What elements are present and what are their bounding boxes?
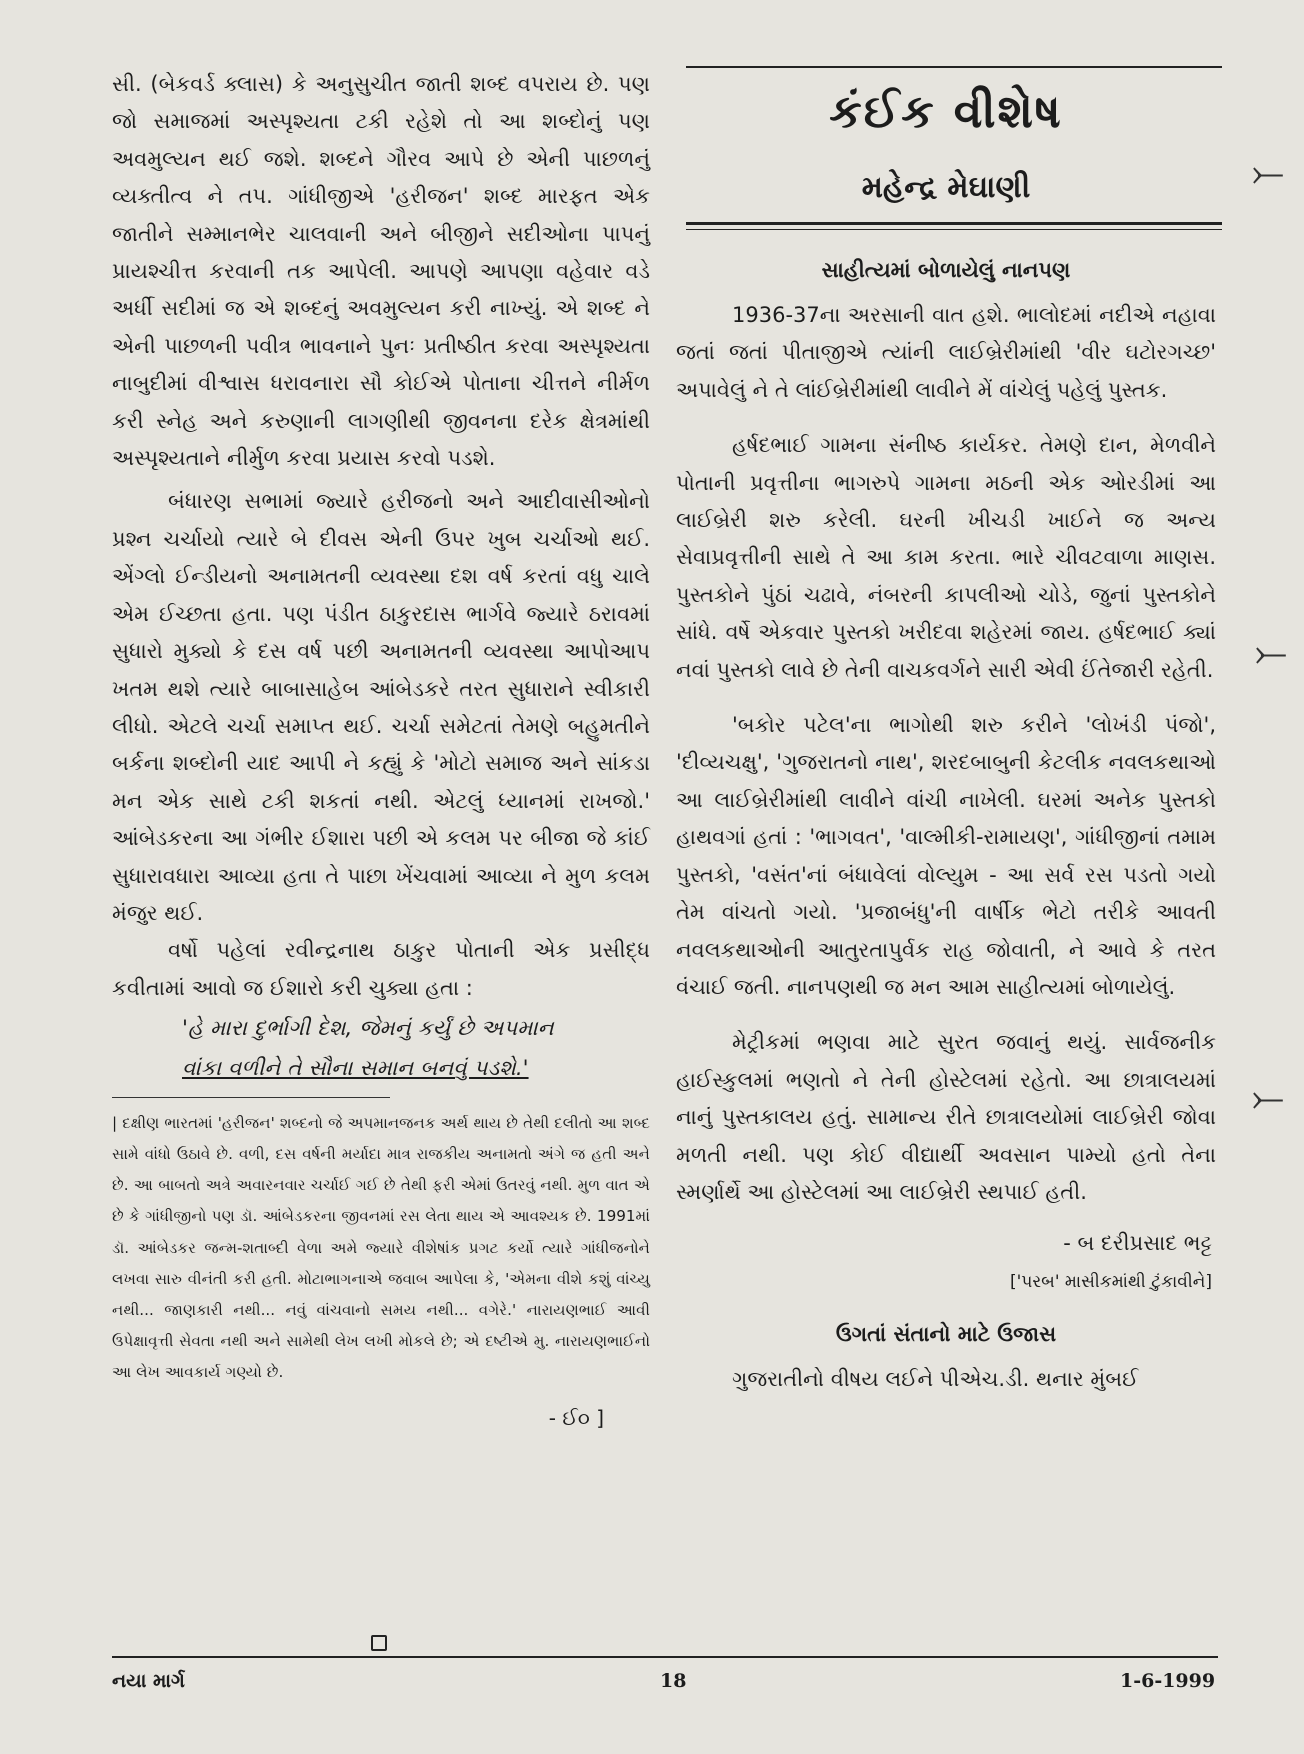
right-paragraph-4: મેટ્રીકમાં ભણવા માટે સુરત જવાનું થયું. સાર્વજનીક હાઈસ્કુલમાં ભણતો ને તેની હોસ્ટેલમાં રહેતો. આ છાત્રાલયમાં નાનું પુસ્તકાલય હતું. સામાન્ય રીતે છાત્રાલયોમાં લાઈબ્રેરી જોવા મળતી નથી. પણ કોઈ વીદ્યાર્થી અવસાન પામ્યો હતો તેના સ્મર્ણાર્થે આ હોસ્ટેલમાં આ લાઈબ્રેરી સ્થપાઈ હતી.: [676, 1030, 1216, 1204]
section-heading-2: ઉગતાં સંતાનો માટે ઉજાસ: [835, 1322, 1057, 1347]
footnote-divider: [112, 1097, 390, 1098]
end-mark-box-icon: [371, 1635, 387, 1651]
footnote: | દક્ષીણ ભારતમાં 'હરીજન' શબ્દનો જે અપમાનજનક અર્થ થાય છે તેથી દલીતો આ શબ્દ સામે વાંધો ઉઠાવે છે. વળી, દસ વર્ષની મર્યાદા માત્ર રાજકીય અનામતો અંગે જ હતી અને છે. આ બાબતો અત્રે અવારનવાર ચર્ચાઈ ગઈ છે તેથી ફરી એમાં ઉતરવું નથી. મુળ વાત એ છે કે ગાંધીજીનો પણ ડૉ. આંબેડકરના જીવનમાં રસ લેતા થાય એ આવશ્યક છે. 1991માં ડૉ. આંબેડકર જન્મ-શતાબ્દી વેળા અમે જ્યારે વીશેષાંક પ્રગટ કર્યો ત્યારે ગાંધીજનોને લખવા સારુ વીનંતી કરી હતી. મોટાભાગનાએ જવાબ આપેલા કે, 'એમના વીશે કશું વાંચ્યુ નથી... જાણકારી નથી... નવું વાંચવાનો સમય નથી... વગેરે.' નારાયણભાઈ આવી ઉપેક્ષાવૃત્તી સેવતા નથી અને સામેથી લેખ લખી મોકલે છે; એ દષ્ટીએ મુ. નારાયણભાઈનો આ લેખ આવકાર્ય ગણ્યો છે.: [112, 1114, 650, 1381]
binding-mark-icon: ⤚: [1252, 150, 1284, 196]
left-paragraph-1: સી. (બેકવર્ડ ક્લાસ) કે અનુસુચીત જાતી શબ્દ વપરાય છે. પણ જો સમાજમાં અસ્પૃશ્યતા ટકી રહેશે તો આ શબ્દોનું પણ અવમુલ્યન થઈ જશે. શબ્દને ગૌરવ આપે છે એની પાછળનું વ્યક્તીત્વ ને તપ. ગાંધીજીએ 'હરીજન' શબ્દ મારફત એક જાતીને સમ્માનભેર ચાલવાની અને બીજીને સદીઓના પાપનું પ્રાયશ્ચીત્ત કરવાની તક આપેલી. આપણે આપણા વહેવાર વડે અર્ધી સદીમાં જ એ શબ્દનું અવમુલ્યન કરી નાખ્યું. એ શબ્દ ને એની પાછળની પવીત્ર ભાવનાને પુનઃ પ્રતીષ્ઠીત કરવા અસ્પૃશ્યતા નાબુદીમાં વીશ્વાસ ધરાવનારા સૌ કોઈએ પોતાના ચીત્તને નીર્મળ કરી સ્નેહ અને કરુણાની લાગણીથી જીવનના દરેક ક્ષેત્રમાંથી અસ્પૃશ્યતાને નીર્મુળ કરવા પ્રયાસ કરવો પડશે.: [112, 72, 650, 471]
column-author: મહેન્દ્ર મેઘાણી: [861, 170, 1031, 205]
footer-magazine-name: નયા માર્ગ: [112, 1670, 185, 1692]
section-heading: સાહીત્યમાં બોળાયેલું નાનપણ: [821, 258, 1071, 282]
footnote-signature: - ઈ૦ ]: [548, 1406, 604, 1430]
right-paragraph-1: 1936-37ના અરસાની વાત હશે. ભાલોદમાં નદીએ નહાવા જતાં જતાં પીતાજીએ ત્યાંની લાઈબ્રેરીમાંથી 'વીર ઘટોરગચ્છ' અપાવેલું ને તે લાંઈબ્રેરીમાંથી લાવીને મેં વાંચેલું પહેલું પુસ્તક.: [676, 303, 1216, 402]
article-source: ['પરબ' માસીકમાંથી ટુંકાવીને]: [1010, 1272, 1212, 1293]
right-column: [676, 66, 1216, 1399]
footer-page-number: 18: [660, 1670, 687, 1692]
left-paragraph-3: વર્ષો પહેલાં રવીન્દ્રનાથ ઠાકુર પોતાની એક પ્રસીદ્ધ કવીતામાં આવો જ ઈશારો કરી ચુક્યા હતા :: [112, 938, 650, 1000]
left-paragraph-2: બંધારણ સભામાં જ્યારે હરીજનો અને આદીવાસીઓનો પ્રશ્ન ચર્ચાયો ત્યારે બે દીવસ એની ઉપર ખુબ ચર્ચાઓ થઈ. એંગ્લો ઈન્ડીયનો અનામતની વ્યવસ્થા દશ વર્ષ કરતાં વધુ ચાલે એમ ઈચ્છતા હતા. પણ પંડીત ઠાકુરદાસ ભાર્ગવે જ્યારે ઠરાવમાં સુધારો મુક્યો કે દસ વર્ષ પછી અનામતની વ્યવસ્થા આપોઆપ ખતમ થશે ત્યારે બાબાસાહેબ આંબેડકરે તરત સુધારાને સ્વીકારી લીધો. એટલે ચર્ચા સમાપ્ત થઈ. ચર્ચા સમેટતાં તેમણે બહુમતીને બર્કના શબ્દોની યાદ આપી ને કહ્યું કે 'મોટો સમાજ અને સાંકડા મન એક સાથે ટકી શકતાં નથી. એટલું ધ્યાનમાં રાખજો.' આંબેડકરના આ ગંભીર ઈશારા પછી એ કલમ પર બીજા જે કાંઈ સુધારાવધારા આવ્યા હતા તે પાછા ખેંચવામાં આવ્યા ને મુળ કલમ મંજુર થઈ.: [112, 489, 650, 925]
left-column: [112, 66, 650, 1430]
masthead-double-rule: [686, 222, 1222, 230]
masthead-top-rule: [686, 66, 1222, 68]
binding-mark-icon: ⤚: [1252, 1075, 1284, 1121]
binding-mark-icon: ⤚: [1255, 630, 1287, 676]
column-title: કંઈક વીશેષ: [829, 84, 1063, 138]
poem-line-2: વાંકા વળીને તે સૌના સમાન બનવું પડશે.': [182, 1056, 529, 1082]
right-paragraph-3: 'બકોર પટેલ'ના ભાગોથી શરુ કરીને 'લોખંડી પંજો', 'દીવ્યચક્ષુ', 'ગુજરાતનો નાથ', શરદબાબુની કેટલીક નવલકથાઓ આ લાઈબ્રેરીમાંથી લાવીને વાંચી નાખેલી. ઘરમાં અનેક પુસ્તકો હાથવગાં હતાં : 'ભાગવત', 'વાલ્મીકી-રામાયણ', ગાંધીજીનાં તમામ પુસ્તકો, 'વસંત'નાં બંધાવેલાં વોલ્યુમ - આ સર્વ રસ પડતો ગયો તેમ વાંચતો ગયો. 'પ્રજાબંધુ'ની વાર્ષીક ભેટો તરીકે આવતી નવલકથાઓની આતુરતાપુર્વક રાહ જોવાતી, ને આવે કે તરત વંચાઈ જતી. નાનપણથી જ મન આમ સાહીત્યમાં બોળાયેલું.: [676, 713, 1216, 999]
footer-rule: [112, 1656, 1218, 1658]
poem-line-1: 'હે મારા દુર્ભાગી દેશ, જેમનું કર્યું છે અપમાન: [182, 1016, 554, 1042]
footer-date: 1-6-1999: [1120, 1670, 1216, 1692]
right-paragraph-5: ગુજરાતીનો વીષય લઈને પીએચ.ડી. થનાર મુંબઈ: [732, 1367, 1139, 1392]
article-signature: - બ દરીપ્રસાદ ભટ્ટ: [1063, 1231, 1212, 1256]
poem-quote: [112, 1009, 650, 1089]
right-paragraph-2: હર્ષદભાઈ ગામના સંનીષ્ઠ કાર્યકર. તેમણે દાન, મેળવીને પોતાની પ્રવૃત્તીના ભાગરુપે ગામના મઠની એક ઓરડીમાં આ લાઈબ્રેરી શરુ કરેલી. ઘરની ખીચડી ખાઈને જ અન્ય સેવાપ્રવૃત્તીની સાથે તે આ કામ કરતા. ભારે ચીવટવાળા માણસ. પુસ્તકોને પુંઠાં ચઢાવે, નંબરની કાપલીઓ ચોડે, જુનાં પુસ્તકોને સાંધે. વર્ષે એકવાર પુસ્તકો ખરીદવા શહેરમાં જાય. હર્ષદભાઈ ક્યાં નવાં પુસ્તકો લાવે છે તેની વાચકવર્ગને સારી એવી ઈંતેજારી રહેતી.: [676, 433, 1216, 682]
